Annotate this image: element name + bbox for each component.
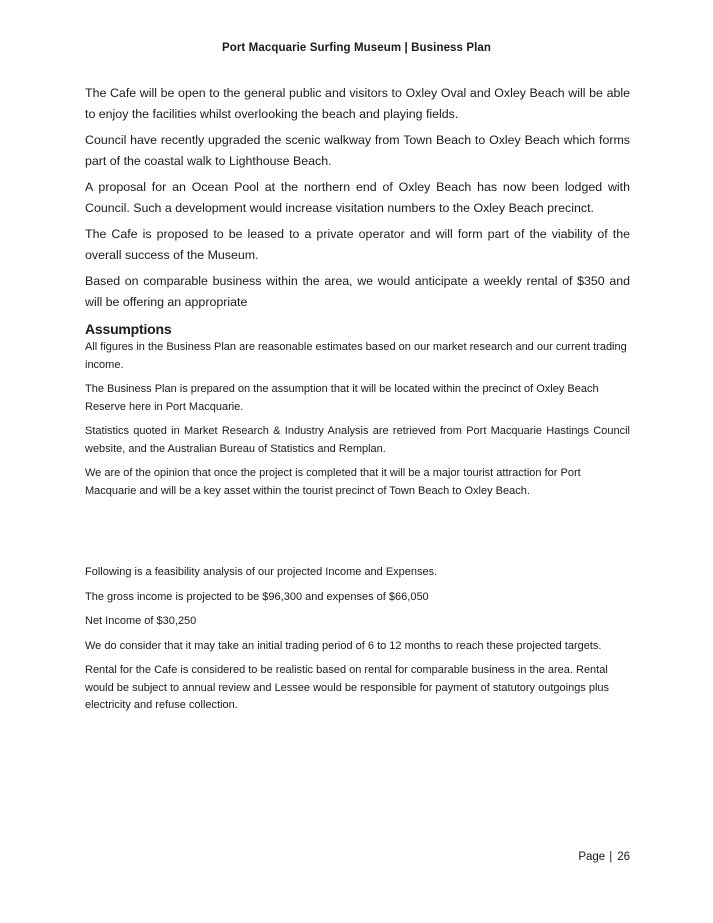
page-label: Page [578, 851, 606, 863]
paragraph-lease: The Cafe is proposed to be leased to a private operator and will form part of the viability of the overall success of the Museum. [85, 227, 630, 262]
feasibility-intro: Following is a feasibility analysis of our projected Income and Expenses. [85, 566, 438, 578]
assumptions-heading: Assumptions [85, 321, 172, 337]
feasibility-net-income: Net Income of $30,250 [85, 615, 197, 627]
page-separator: | [609, 851, 613, 863]
assumption-statistics: Statistics quoted in Market Research & Industry Analysis are retrieved from Port Macquarie Hastings Council website, and the Australian Bureau of Statistics and Remplan. [85, 425, 630, 455]
page-header: Port Macquarie Surfing Museum | Business Plan [221, 42, 492, 54]
feasibility-gross-income: The gross income is projected to be $96,300 and expenses of $66,050 [85, 590, 429, 603]
assumption-location: The Business Plan is prepared on the assumption that it will be located within the precinct of Oxley Beach Reserve here in Port Macquarie. [85, 383, 599, 413]
feasibility-trading-period: We do consider that it may take an initial trading period of 6 to 12 months to reach these projected targets. [85, 639, 602, 652]
paragraph-walkway: Council have recently upgraded the scenic walkway from Town Beach to Oxley Beach which forms part of the coastal walk to Lighthouse Beach. [85, 133, 630, 168]
feasibility-rental: Rental for the Cafe is considered to be realistic based on rental for comparable business in the area. Rental would be subject to annual review and Lessee would be responsible for payment of statutory outgoings plus electricity and refuse collection. [85, 664, 610, 711]
paragraph-cafe-open: The Cafe will be open to the general public and visitors to Oxley Oval and Oxley Beach will be able to enjoy the facilities whilst overlooking the beach and playing fields. [85, 86, 630, 121]
page-footer [578, 851, 630, 863]
assumptions-section [85, 339, 630, 500]
paragraph-ocean-pool: A proposal for an Ocean Pool at the northern end of Oxley Beach has now been lodged with Council. Such a development would increase visitation numbers to the Oxley Beach precinct. [85, 180, 630, 215]
page-number: 26 [617, 851, 630, 863]
assumption-figures: All figures in the Business Plan are reasonable estimates based on our market research and our current trading income. [85, 341, 627, 371]
intro-section [85, 83, 630, 313]
feasibility-section [85, 564, 630, 715]
assumption-attraction: We are of the opinion that once the project is completed that it will be a major tourist attraction for Port Macquarie and will be a key asset within the tourist precinct of Town Beach to Oxley Beach. [85, 467, 581, 497]
paragraph-rental: Based on comparable business within the area, we would anticipate a weekly rental of $350 and will be offering an appropriate [85, 274, 630, 309]
